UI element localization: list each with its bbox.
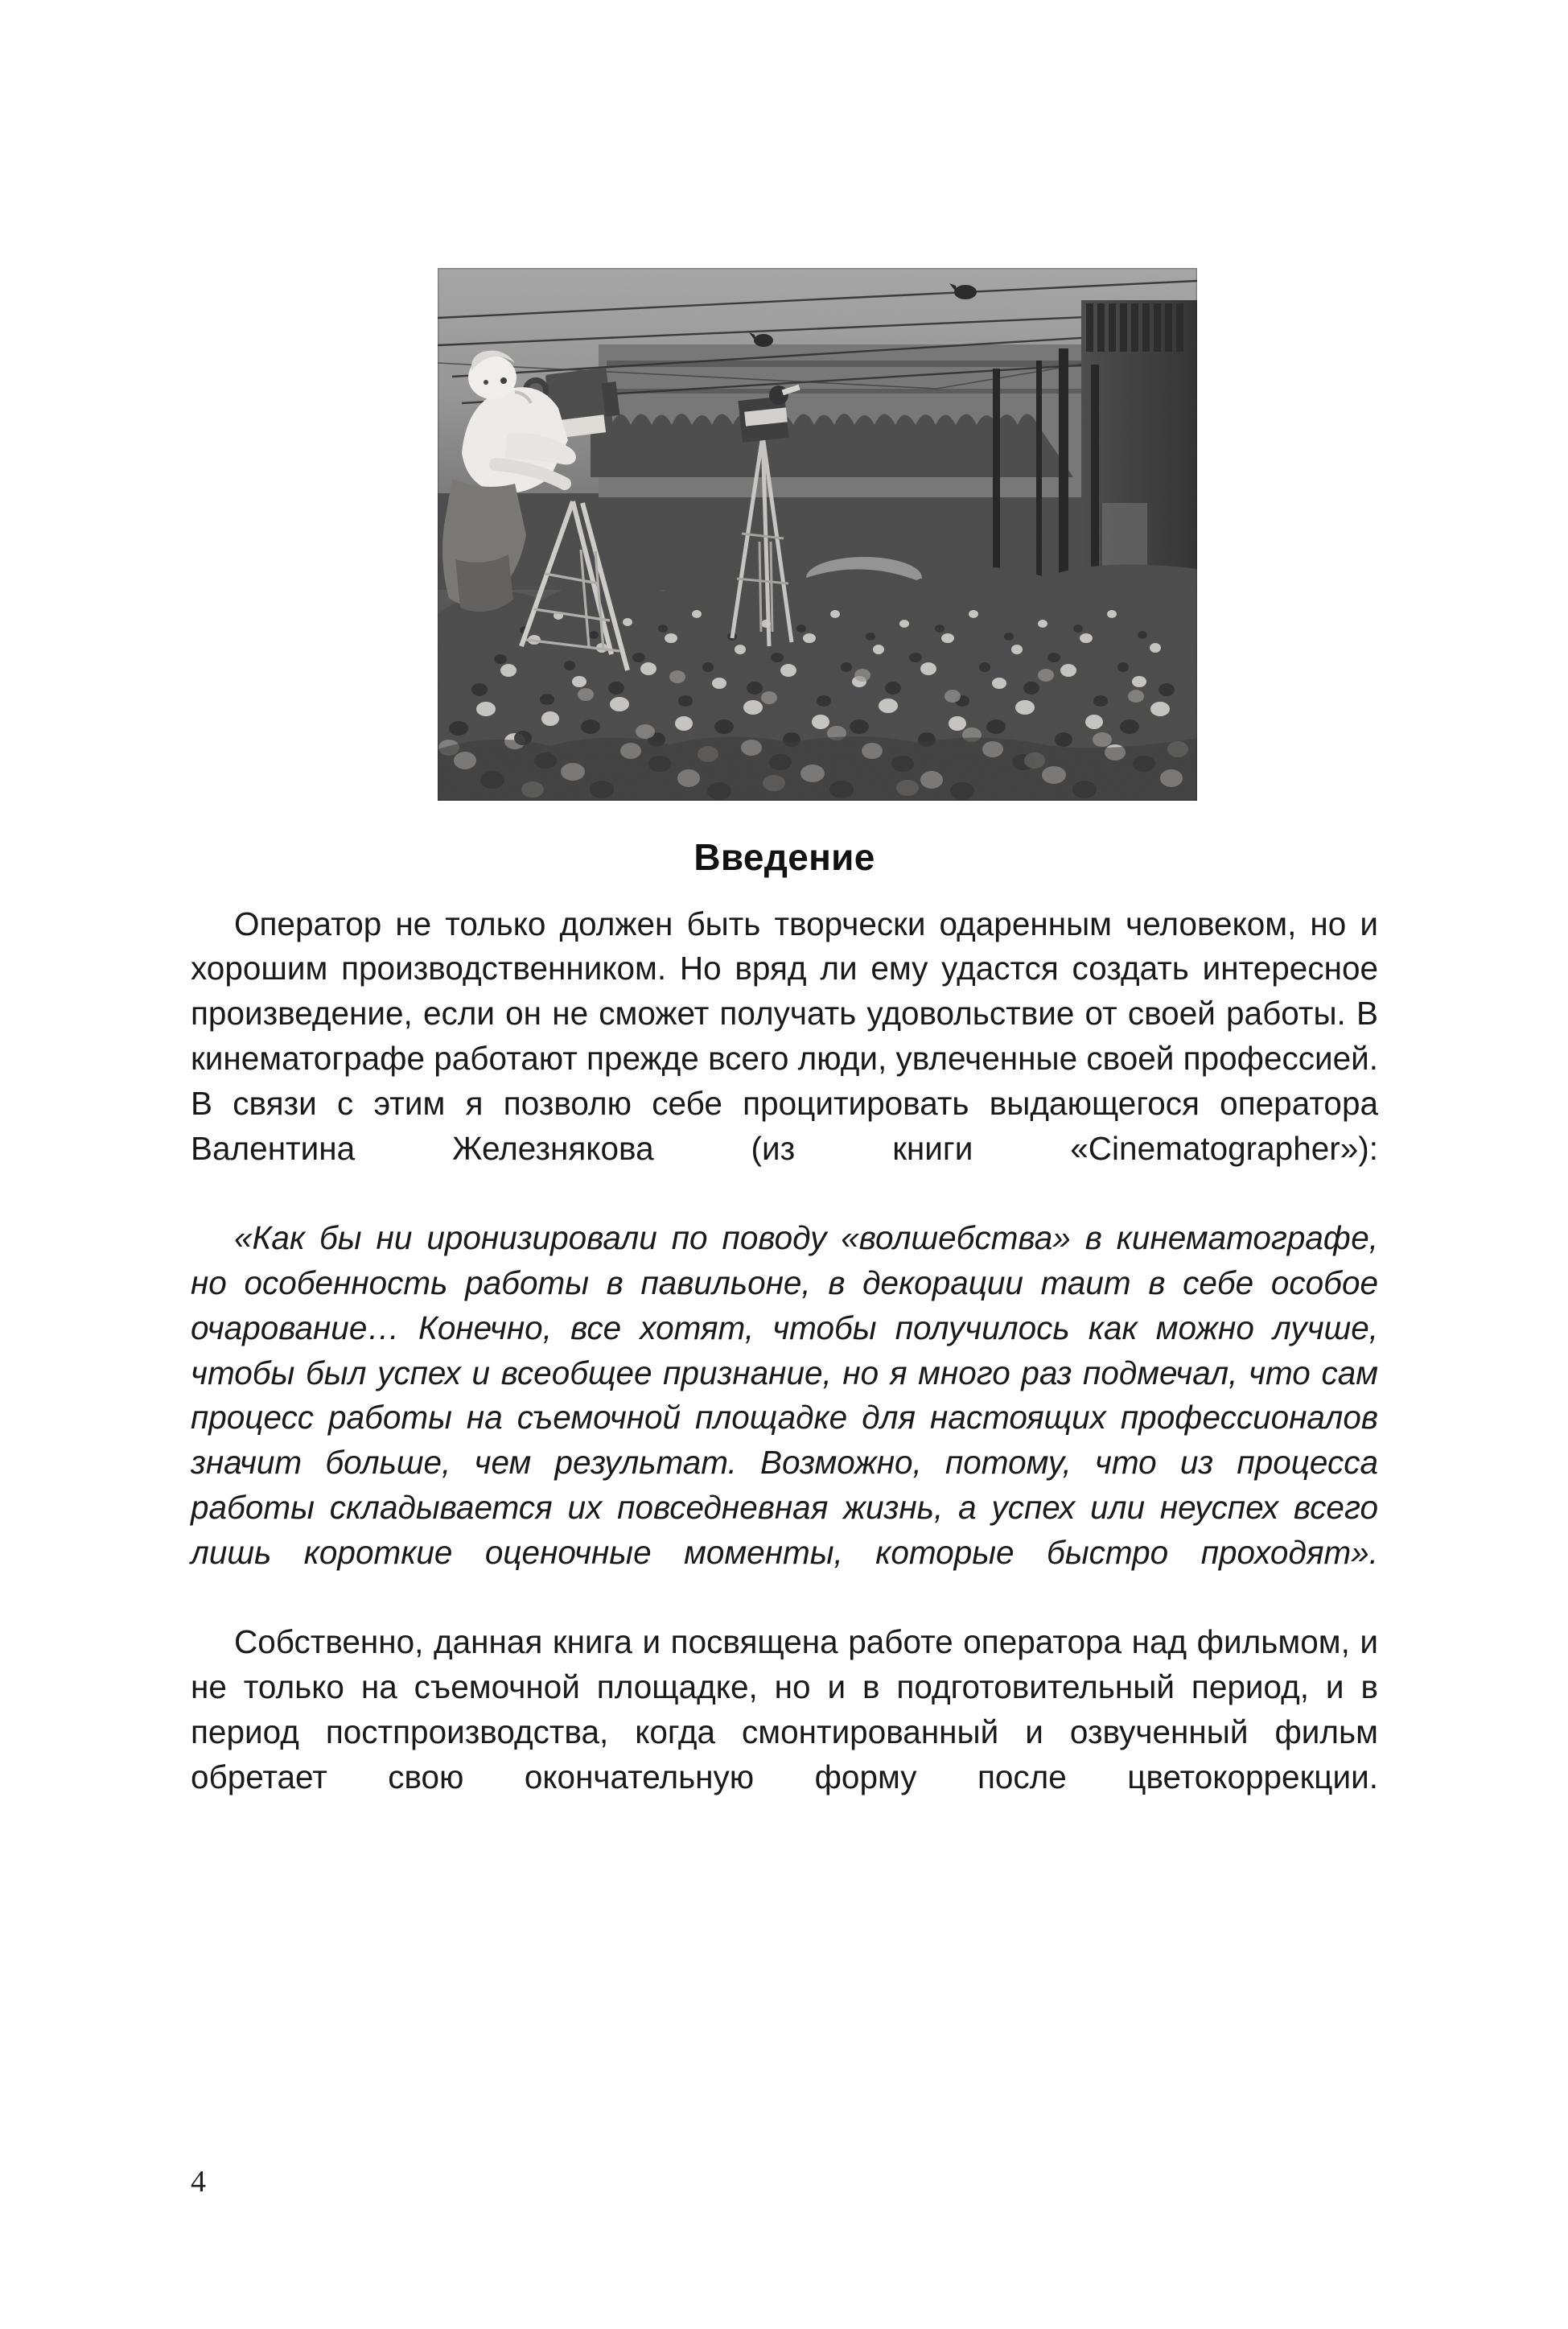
zheleznyakov-quote: «Как бы ни иронизировали по поводу «волшебства» в кинематографе, но особенность работы в павильоне, в декорации таит в себе особое очарование… Конечно, все хотят, чтобы получилось как можно лучше, чтобы был успех и всеобщее признание, но я много раз подмечал, что сам процесс работы на съемочной площадке для настоящих профессионалов значит больше, чем результат. Возможно, потому, что из процесса работы складывается их повседневная жизнь, а успех или неуспех всего лишь короткие оценочные моменты, которые быстро проходят». [191, 1219, 1378, 1571]
historic-film-shoot-photograph [438, 268, 1197, 801]
text-column [191, 837, 1378, 1845]
photograph-illustration [438, 268, 1197, 801]
intro-paragraph-2: Собственно, данная книга и посвящена работе оператора над фильмом, и не только на съемочной площадке, но и в подготовительный период, и в период постпроизводства, когда смонтированный и озвученный фильм обретает свою окончательную форму после цветокоррекции. [191, 1623, 1378, 1795]
intro-paragraph-1: Оператор не только должен быть творчески одаренным человеком, но и хорошим производственником. Но вряд ли ему удастся создать интересное произведение, если он не сможет получать удовольствие от своей работы. В кинематографе работают прежде всего люди, увлеченные своей профессией. В связи с этим я позволю себе процитировать выдающегося оператора Валентина Железнякова (из книги «Cinematographer»): [191, 905, 1378, 1167]
page-title: Введение [693, 836, 875, 878]
page-number: 4 [191, 2165, 206, 2199]
